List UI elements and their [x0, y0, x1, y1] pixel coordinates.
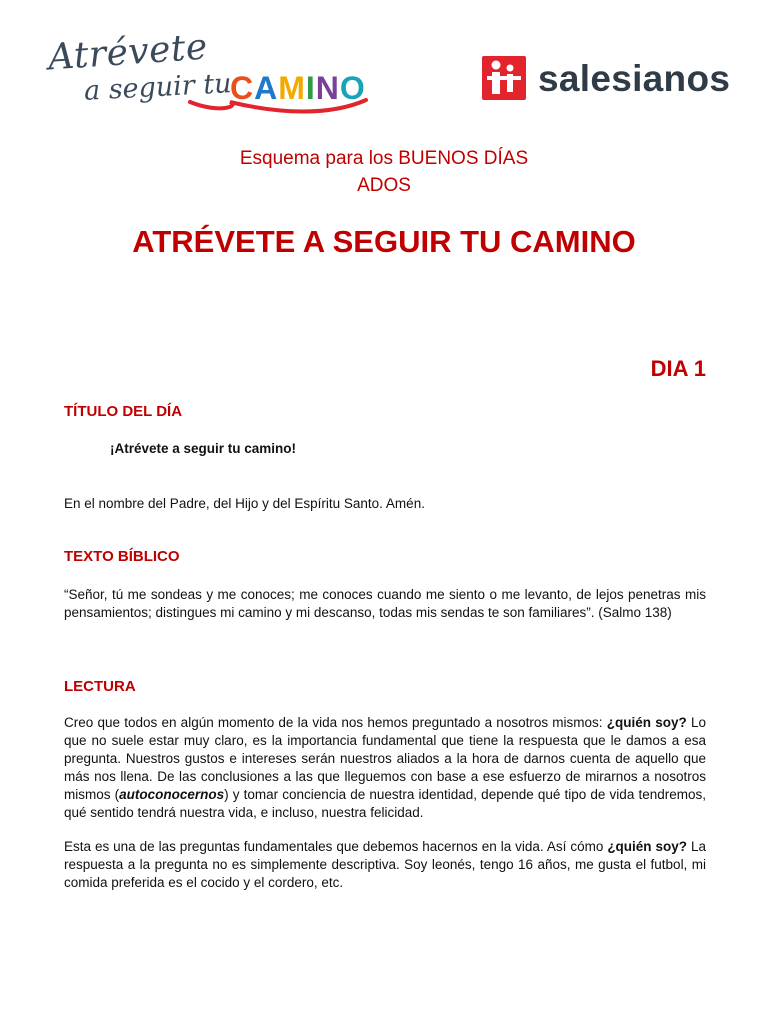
salesianos-mark-icon	[482, 56, 526, 100]
salesianos-logo	[482, 56, 732, 106]
lectura-paragraph-2	[64, 838, 706, 892]
lectura-p1-part-b: Lo que no suele estar muy claro, es la importancia fundamental que tiene la respuesta que le damos a esa pregunta. Nuestros gustos e intereses serán nuestros aliados a la hora de darnos cuenta de aquello que más nos llena. De las conclusiones a las que lleguemos con base a ese esfuerzo de mirarnos a nosotros mismos (	[64, 715, 706, 802]
logo-camino-letter-n: N	[315, 70, 340, 106]
atrevete-camino-logo	[40, 26, 370, 120]
lectura-p1-part-c: ) y tomar conciencia de nuestra identidad, depende qué tipo de vida tendremos, qué sentido tendrá nuestra vida, e incluso, nuestra felicidad.	[64, 787, 706, 820]
texto-biblico-heading: TEXTO BÍBLICO	[64, 548, 180, 565]
lectura-paragraph-1	[64, 714, 706, 822]
subtitle-line2: ADOS	[357, 175, 411, 196]
texto-biblico-body: “Señor, tú me sondeas y me conoces; me conoces cuando me siento o me levanto, de lejos penetras mis pensamientos; distingues mi camino y mi descanso, todas mis sendas te son familiares”. (Salmo 138)	[64, 587, 706, 620]
titulo-text: ¡Atrévete a seguir tu camino!	[110, 441, 297, 456]
logo-camino-letter-m: M	[278, 70, 306, 106]
lectura-p2-part-a: Esta es una de las preguntas fundamentales que debemos hacernos en la vida. Así cómo	[64, 839, 608, 854]
subtitle-line1: Esquema para los BUENOS DÍAS	[239, 148, 529, 169]
lectura-p2-part-b: La respuesta a la pregunta no es simplemente descriptiva. Soy leonés, tengo 16 años, me gusta el futbol, mi comida preferida es el cocido y el cordero, etc.	[64, 839, 706, 890]
main-title: ATRÉVETE A SEGUIR TU CAMINO	[132, 224, 636, 259]
lectura-p1-question: ¿quién soy?	[606, 715, 687, 730]
logo-camino-letter-o: O	[339, 70, 366, 106]
opening-prayer: En el nombre del Padre, del Hijo y del Espíritu Santo. Amén.	[64, 496, 425, 511]
titulo-heading: TÍTULO DEL DÍA	[64, 403, 183, 420]
logo-script-line2: a seguir tu	[83, 68, 233, 107]
logo-camino-letter-a: A	[254, 70, 279, 106]
lectura-p1-italic-term: autoconocernos	[119, 787, 225, 802]
logo-camino-letter-c: C	[230, 70, 255, 106]
salesianos-wordmark: salesianos	[538, 58, 731, 99]
logo-script-line1: Atrévete	[46, 26, 210, 79]
lectura-p2-question: ¿quién soy?	[607, 839, 688, 854]
day-label: DIA 1	[650, 356, 706, 381]
logo-swoosh-icon	[40, 30, 370, 120]
lectura-p1-part-a: Creo que todos en algún momento de la vida nos hemos preguntado a nosotros mismos:	[64, 715, 607, 730]
lectura-heading: LECTURA	[64, 678, 136, 695]
logo-camino-letter-i: I	[305, 70, 316, 106]
